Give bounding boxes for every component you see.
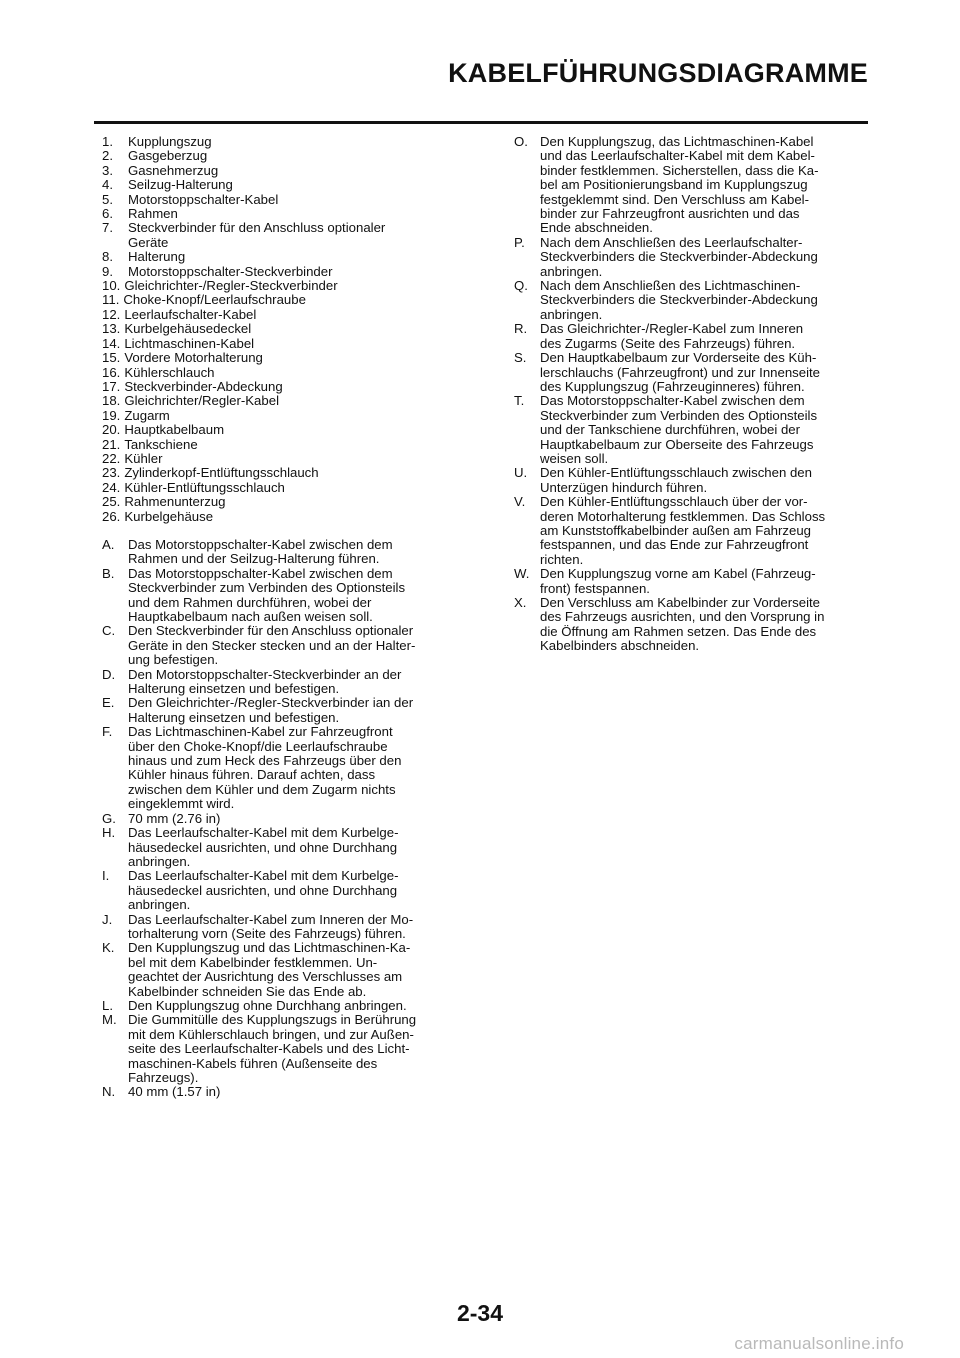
instruction-line: Das Motorstoppschalter-Kabel zwischen dem xyxy=(128,565,393,581)
instruction-text xyxy=(540,495,852,567)
instruction-line: binder festklemmen. Sicherstellen, dass die Ka- xyxy=(540,162,819,178)
parts-list xyxy=(102,135,442,524)
instruction-line: Den Kühler-Entlüftungsschlauch über der vor- xyxy=(540,494,808,510)
instruction-item xyxy=(102,869,442,912)
part-item xyxy=(102,394,442,408)
instruction-line: torhalterung vorn (Seite des Fahrzeugs) führen. xyxy=(128,925,406,941)
instruction-item xyxy=(102,913,442,942)
instruction-letter: K. xyxy=(102,940,115,956)
instruction-line: Den Gleichrichter-/Regler-Steckverbinder ian der xyxy=(128,695,414,711)
instruction-item xyxy=(514,351,852,394)
part-label: Choke-Knopf/Leerlaufschraube xyxy=(123,292,306,308)
instruction-line: Hauptkabelbaum nach außen weisen soll. xyxy=(128,609,373,624)
instruction-letter: U. xyxy=(514,465,528,481)
instruction-text xyxy=(540,351,852,394)
instruction-letter: X. xyxy=(514,595,527,610)
page-title: KABELFÜHRUNGSDIAGRAMME xyxy=(448,58,868,88)
part-label: Gleichrichter/Regler-Kabel xyxy=(124,393,279,409)
part-number: 23. xyxy=(102,465,121,481)
instruction-item xyxy=(102,812,442,826)
part-number: 2. xyxy=(102,148,113,164)
instruction-item xyxy=(102,1085,442,1099)
instruction-line: ung befestigen. xyxy=(128,652,219,668)
instruction-line: häusedeckel ausrichten, und ohne Durchhang xyxy=(128,882,398,898)
part-label: Steckverbinder-Abdeckung xyxy=(124,378,283,394)
instruction-line: Den Kupplungszug, das Lichtmaschinen-Kabel xyxy=(540,134,814,149)
part-number: 17. xyxy=(102,378,121,394)
left-column xyxy=(102,135,442,1100)
instruction-letter: R. xyxy=(514,321,528,337)
instruction-line: Das Gleichrichter-/Regler-Kabel zum Inneren xyxy=(540,321,804,337)
watermark-text: carmanualsonline.info xyxy=(734,1334,904,1353)
part-label: Kühler-Entlüftungsschlauch xyxy=(124,479,285,495)
instruction-line: seite des Leerlaufschalter-Kabels und des Licht- xyxy=(128,1041,410,1057)
part-item xyxy=(102,351,442,365)
instruction-text xyxy=(128,826,442,869)
part-label: Gleichrichter-/Regler-Steckverbinder xyxy=(124,278,338,294)
instruction-letter: I. xyxy=(102,868,110,884)
instruction-line: festspannen, und das Ende zur Fahrzeugfront xyxy=(540,537,809,553)
instruction-text xyxy=(128,999,442,1013)
instruction-text xyxy=(540,394,852,466)
part-item xyxy=(102,380,442,394)
instruction-letter: M. xyxy=(102,1012,117,1028)
instruction-letter: N. xyxy=(102,1084,116,1100)
instruction-line: deren Motorhalterung festklemmen. Das Schloss xyxy=(540,508,826,524)
instruction-item xyxy=(102,696,442,725)
instruction-letter: O. xyxy=(514,134,528,149)
instruction-line: maschinen-Kabels führen (Außenseite des xyxy=(128,1055,378,1071)
instruction-item xyxy=(102,668,442,697)
instruction-line: eingeklemmt wird. xyxy=(128,796,235,812)
instruction-text xyxy=(128,869,442,912)
instruction-text xyxy=(128,567,442,625)
instruction-text xyxy=(128,1013,442,1085)
part-label: Rahmenunterzug xyxy=(124,494,226,510)
part-item xyxy=(102,322,442,336)
instruction-line: mit dem Kühlerschlauch bringen, und zur Außen- xyxy=(128,1026,414,1042)
instruction-line: am Kunststoffkabelbinder außen am Fahrzeug xyxy=(540,522,811,538)
part-number: 3. xyxy=(102,162,113,178)
part-label: Vordere Motorhalterung xyxy=(124,350,263,366)
part-number: 18. xyxy=(102,393,121,409)
part-label: Kurbelgehäusedeckel xyxy=(124,321,252,337)
instruction-letter: B. xyxy=(102,565,115,581)
instruction-line: Steckverbinder zum Verbinden des Optionsteils xyxy=(128,580,406,596)
instruction-item xyxy=(514,567,852,596)
instruction-item xyxy=(102,999,442,1013)
instruction-text xyxy=(128,1085,442,1099)
part-item xyxy=(102,438,442,452)
instruction-line: Das Motorstoppschalter-Kabel zwischen dem xyxy=(540,393,805,409)
part-number: 20. xyxy=(102,422,121,438)
part-item xyxy=(102,423,442,437)
instructions-list-right xyxy=(514,135,852,654)
instruction-item xyxy=(514,322,852,351)
part-label: Gasnehmerzug xyxy=(128,162,219,178)
instruction-letter: V. xyxy=(514,494,526,510)
part-item xyxy=(102,135,442,149)
part-item xyxy=(102,149,442,163)
instruction-line: geachtet der Ausrichtung des Verschlusses am xyxy=(128,969,403,985)
part-label: Leerlaufschalter-Kabel xyxy=(124,306,257,322)
instruction-line: Kabelbinders abschneiden. xyxy=(540,638,700,654)
instruction-text xyxy=(128,538,442,567)
part-item xyxy=(102,265,442,279)
instruction-text xyxy=(540,279,852,322)
instruction-letter: W. xyxy=(514,566,530,582)
part-number: 21. xyxy=(102,436,121,452)
instruction-line: Das Leerlaufschalter-Kabel mit dem Kurbelge- xyxy=(128,868,399,884)
instruction-line: anbringen. xyxy=(540,263,603,279)
instruction-text xyxy=(540,596,852,654)
instruction-letter: D. xyxy=(102,666,116,682)
instruction-text xyxy=(540,236,852,279)
part-item xyxy=(102,452,442,466)
instruction-line: Den Steckverbinder für den Anschluss optionaler xyxy=(128,623,414,639)
instruction-line: und der Tankschiene durchführen, wobei der xyxy=(540,422,801,438)
instruction-text xyxy=(128,725,442,811)
instruction-letter: L. xyxy=(102,997,113,1013)
instruction-text xyxy=(128,941,442,999)
part-number: 10. xyxy=(102,278,121,294)
instruction-item xyxy=(102,725,442,811)
part-item xyxy=(102,207,442,221)
part-item xyxy=(102,409,442,423)
part-label: Hauptkabelbaum xyxy=(124,422,225,438)
instruction-line: Den Hauptkabelbaum zur Vorderseite des Küh- xyxy=(540,350,817,366)
part-label: Kühlerschlauch xyxy=(124,364,215,380)
instruction-letter: H. xyxy=(102,825,116,841)
part-item xyxy=(102,193,442,207)
instruction-line: richten. xyxy=(540,551,584,567)
instruction-line: anbringen. xyxy=(540,306,603,322)
part-number: 1. xyxy=(102,134,113,149)
instructions-list-left xyxy=(102,538,442,1100)
instruction-text xyxy=(540,322,852,351)
instruction-text xyxy=(128,668,442,697)
instruction-text xyxy=(128,812,442,826)
part-number: 25. xyxy=(102,494,121,510)
instruction-line: Das Leerlaufschalter-Kabel zum Inneren der Mo- xyxy=(128,911,414,927)
instruction-item xyxy=(102,1013,442,1085)
instruction-line: und das Leerlaufschalter-Kabel mit dem Kabel- xyxy=(540,148,815,164)
instruction-line: Ende abschneiden. xyxy=(540,220,653,236)
instruction-line: und dem Rahmen durchführen, wobei der xyxy=(128,594,372,610)
instruction-line: Die Gummitülle des Kupplungszugs in Berührung xyxy=(128,1012,417,1028)
instruction-line: die Öffnung am Rahmen setzen. Das Ende des xyxy=(540,623,817,639)
instruction-line: weisen soll. xyxy=(540,450,609,466)
instruction-line: anbringen. xyxy=(128,897,191,913)
part-label: Kupplungszug xyxy=(128,134,212,149)
instruction-line: Den Verschluss am Kabelbinder zur Vorderseite xyxy=(540,595,821,610)
instruction-line: bel mit dem Kabelbinder festklemmen. Un- xyxy=(128,954,378,970)
part-number: 26. xyxy=(102,508,121,524)
instruction-line: des Fahrzeugs ausrichten, und den Vorsprung in xyxy=(540,609,825,625)
instruction-item xyxy=(102,624,442,667)
instruction-letter: E. xyxy=(102,695,115,711)
right-column xyxy=(514,135,852,654)
part-item xyxy=(102,221,442,235)
part-item xyxy=(102,495,442,509)
instruction-line: des Zugarms (Seite des Fahrzeugs) führen. xyxy=(540,335,796,351)
part-item xyxy=(102,178,442,192)
instruction-letter: Q. xyxy=(514,278,528,294)
instruction-letter: S. xyxy=(514,350,527,366)
instruction-item xyxy=(514,495,852,567)
instruction-line: Kühler hinaus führen. Darauf achten, dass xyxy=(128,767,376,783)
part-label: Steckverbinder für den Anschluss optionaler xyxy=(128,220,386,236)
instruction-line: Steckverbinder zum Verbinden des Optionsteils xyxy=(540,407,818,423)
part-label: Rahmen xyxy=(128,206,178,222)
instruction-item xyxy=(102,538,442,567)
part-number: 22. xyxy=(102,450,121,466)
part-label: Seilzug-Halterung xyxy=(128,177,233,193)
part-label: Zylinderkopf-Entlüftungsschlauch xyxy=(124,465,319,481)
part-number: 24. xyxy=(102,479,121,495)
instruction-letter: T. xyxy=(514,393,525,409)
instruction-line: des Kupplungszug (Fahrzeuginneres) führen. xyxy=(540,378,805,394)
part-item xyxy=(102,510,442,524)
instruction-line: Das Leerlaufschalter-Kabel mit dem Kurbelge- xyxy=(128,825,399,841)
part-label: Motorstoppschalter-Steckverbinder xyxy=(128,263,333,279)
instruction-line: Den Motorstoppschalter-Steckverbinder an der xyxy=(128,666,402,682)
part-number: 13. xyxy=(102,321,121,337)
part-item xyxy=(102,337,442,351)
instruction-item xyxy=(514,135,852,236)
part-item xyxy=(102,164,442,178)
instruction-line: front) festspannen. xyxy=(540,580,650,596)
instruction-line: Das Motorstoppschalter-Kabel zwischen dem xyxy=(128,536,393,552)
instruction-line: Geräte in den Stecker stecken und an der Halter- xyxy=(128,637,416,653)
part-number: 19. xyxy=(102,407,121,423)
part-number: 16. xyxy=(102,364,121,380)
part-label: Kühler xyxy=(124,450,163,466)
instruction-line: bel am Positionierungsband im Kupplungszug xyxy=(540,177,808,193)
part-label: Kurbelgehäuse xyxy=(124,508,214,524)
part-label: Motorstoppschalter-Kabel xyxy=(128,191,279,207)
instruction-item xyxy=(514,466,852,495)
instruction-line: Den Kupplungszug und das Lichtmaschinen-Ka- xyxy=(128,940,411,956)
instruction-line: Halterung einsetzen und befestigen. xyxy=(128,709,340,725)
instruction-text xyxy=(128,913,442,942)
instruction-text xyxy=(540,466,852,495)
part-item xyxy=(102,279,442,293)
instruction-item xyxy=(514,596,852,654)
instruction-line: Den Kupplungszug vorne am Kabel (Fahrzeug- xyxy=(540,566,816,582)
instruction-item xyxy=(514,394,852,466)
part-number: 12. xyxy=(102,306,121,322)
instruction-letter: J. xyxy=(102,911,113,927)
instruction-item xyxy=(102,567,442,625)
instruction-item xyxy=(102,941,442,999)
part-label-continuation: Geräte xyxy=(128,234,169,250)
instruction-line: über den Choke-Knopf/die Leerlaufschraube xyxy=(128,738,388,754)
part-number: 15. xyxy=(102,350,121,366)
instruction-item xyxy=(102,826,442,869)
instruction-letter: C. xyxy=(102,623,116,639)
part-item xyxy=(102,466,442,480)
instruction-text xyxy=(540,135,852,236)
instruction-line: Steckverbinders die Steckverbinder-Abdeckung xyxy=(540,249,818,265)
instruction-line: häusedeckel ausrichten, und ohne Durchhang xyxy=(128,839,398,855)
spacer xyxy=(102,524,442,538)
instruction-letter: P. xyxy=(514,234,525,250)
instruction-line: Hauptkabelbaum zur Oberseite des Fahrzeugs xyxy=(540,436,814,452)
instruction-line: Rahmen und der Seilzug-Halterung führen. xyxy=(128,551,380,567)
instruction-line: festgeklemmt sind. Den Verschluss am Kabel- xyxy=(540,191,809,207)
part-item xyxy=(102,250,442,264)
instruction-line: Steckverbinders die Steckverbinder-Abdeckung xyxy=(540,292,818,308)
part-number: 9. xyxy=(102,263,113,279)
instruction-line: Den Kupplungszug ohne Durchhang anbringen. xyxy=(128,997,407,1013)
instruction-line: zwischen dem Kühler und dem Zugarm nichts xyxy=(128,781,396,797)
instruction-letter: A. xyxy=(102,536,115,552)
instruction-text xyxy=(540,567,852,596)
page-number: 2-34 xyxy=(456,1300,504,1326)
instruction-item xyxy=(514,279,852,322)
part-number: 4. xyxy=(102,177,113,193)
part-label: Gasgeberzug xyxy=(128,148,208,164)
instruction-item xyxy=(514,236,852,279)
instruction-line: Unterzügen hindurch führen. xyxy=(540,479,708,495)
instruction-line: anbringen. xyxy=(128,853,191,869)
instruction-line: Kabelbinder schneiden Sie das Ende ab. xyxy=(128,983,367,999)
part-number: 6. xyxy=(102,206,113,222)
instruction-line: binder zur Fahrzeugfront ausrichten und das xyxy=(540,206,800,222)
instruction-line: lerschlauchs (Fahrzeugfront) und zur Innenseite xyxy=(540,364,821,380)
part-item xyxy=(102,308,442,322)
instruction-text xyxy=(128,624,442,667)
instruction-line: Das Lichtmaschinen-Kabel zur Fahrzeugfront xyxy=(128,724,393,740)
instruction-letter: G. xyxy=(102,810,116,826)
instruction-line: Nach dem Anschließen des Leerlaufschalter- xyxy=(540,234,803,250)
part-item xyxy=(102,481,442,495)
part-label: Halterung xyxy=(128,249,186,265)
part-item xyxy=(102,293,442,307)
part-number: 11. xyxy=(102,292,120,308)
instruction-letter: F. xyxy=(102,724,113,740)
instruction-line: 40 mm (1.57 in) xyxy=(128,1084,221,1100)
part-number: 7. xyxy=(102,220,113,236)
part-label: Zugarm xyxy=(124,407,170,423)
instruction-text xyxy=(128,696,442,725)
part-number: 14. xyxy=(102,335,121,351)
instruction-line: Fahrzeugs). xyxy=(128,1070,199,1085)
instruction-line: hinaus und zum Heck des Fahrzeugs über den xyxy=(128,753,402,769)
part-label: Lichtmaschinen-Kabel xyxy=(124,335,255,351)
instruction-line: Den Kühler-Entlüftungsschlauch zwischen den xyxy=(540,465,812,481)
part-label: Tankschiene xyxy=(124,436,198,452)
part-number: 8. xyxy=(102,249,113,265)
instruction-line: 70 mm (2.76 in) xyxy=(128,810,221,826)
part-item xyxy=(102,366,442,380)
instruction-line: Nach dem Anschließen des Lichtmaschinen- xyxy=(540,278,801,294)
instruction-line: Halterung einsetzen und befestigen. xyxy=(128,681,340,697)
part-number: 5. xyxy=(102,191,113,207)
header-rule xyxy=(94,121,868,124)
